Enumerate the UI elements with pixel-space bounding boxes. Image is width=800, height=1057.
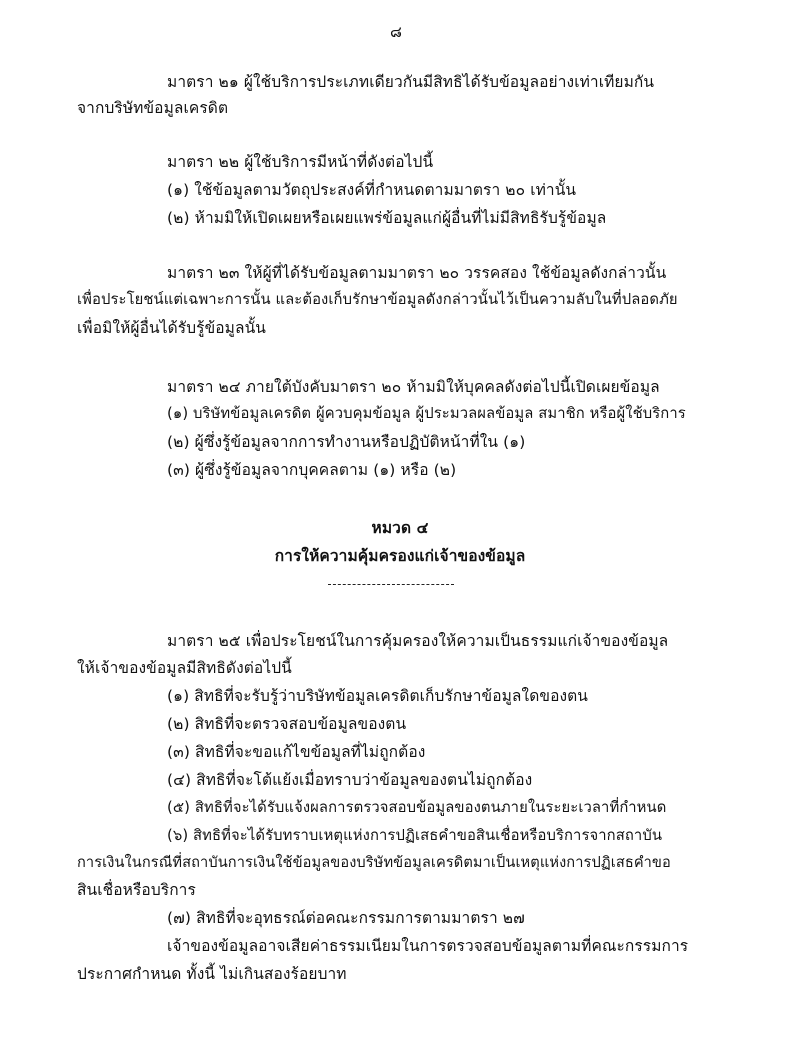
section-25-item-6-line-3: สินเชื่อหรือบริการ: [77, 881, 196, 899]
section-23-line-2: เพื่อประโยชน์แต่เฉพาะการนั้น และต้องเก็บรักษาข้อมูลดังกล่าวนั้นไว้เป็นความลับในที่ปลอดภัย: [77, 291, 678, 308]
section-22-item-1: (๑) ใช้ข้อมูลตามวัตถุประสงค์ที่กำหนดตามมาตรา ๒๐ เท่านั้น: [167, 181, 577, 199]
section-24-line-1: มาตรา ๒๔ ภายใต้บังคับมาตรา ๒๐ ห้ามมิให้บุคคลดังต่อไปนี้เปิดเผยข้อมูล: [167, 378, 660, 396]
section-25-item-6-line-1: (๖) สิทธิที่จะได้รับทราบเหตุแห่งการปฏิเสธคำขอสินเชื่อหรือบริการจากสถาบัน: [167, 827, 663, 844]
section-25-fee-line-1: เจ้าของข้อมูลอาจเสียค่าธรรมเนียมในการตรวจสอบข้อมูลตามที่คณะกรรมการ: [167, 937, 689, 955]
section-25-line-2: ให้เจ้าของข้อมูลมีสิทธิดังต่อไปนี้: [77, 659, 292, 677]
section-25-line-1: มาตรา ๒๕ เพื่อประโยชน์ในการคุ้มครองให้ความเป็นธรรมแก่เจ้าของข้อมูล: [167, 632, 669, 650]
section-21-line-2: จากบริษัทข้อมูลเครดิต: [77, 99, 229, 117]
section-25-item-7: (๗) สิทธิที่จะอุทธรณ์ต่อคณะกรรมการตามมาตรา ๒๗: [167, 909, 525, 927]
section-22-line-1: มาตรา ๒๒ ผู้ใช้บริการมีหน้าที่ดังต่อไปนี้: [167, 153, 434, 171]
section-25-fee-line-2: ประกาศกำหนด ทั้งนี้ ไม่เกินสองร้อยบาท: [77, 965, 347, 983]
chapter-number: หมวด ๔: [371, 519, 429, 537]
section-25-item-4: (๔) สิทธิที่จะโต้แย้งเมื่อทราบว่าข้อมูลของตนไม่ถูกต้อง: [167, 771, 533, 789]
section-24-item-3: (๓) ผู้ซึ่งรู้ข้อมูลจากบุคคลตาม (๑) หรือ (๒): [167, 461, 457, 479]
page-number: ๘: [390, 23, 403, 41]
section-25-item-3: (๓) สิทธิที่จะขอแก้ไขข้อมูลที่ไม่ถูกต้อง: [167, 743, 426, 761]
chapter-title: การให้ความคุ้มครองแก่เจ้าของข้อมูล: [274, 547, 526, 565]
section-25-item-1: (๑) สิทธิที่จะรับรู้ว่าบริษัทข้อมูลเครดิตเก็บรักษาข้อมูลใดของตน: [167, 687, 589, 705]
section-24-item-2: (๒) ผู้ซึ่งรู้ข้อมูลจากการทำงานหรือปฏิบัติหน้าที่ใน (๑): [167, 433, 526, 451]
section-21-line-1: มาตรา ๒๑ ผู้ใช้บริการประเภทเดียวกันมีสิทธิได้รับข้อมูลอย่างเท่าเทียมกัน: [167, 73, 655, 91]
chapter-divider: [328, 584, 454, 585]
section-25-item-5: (๕) สิทธิที่จะได้รับแจ้งผลการตรวจสอบข้อมูลของตนภายในระยะเวลาที่กำหนด: [167, 799, 667, 816]
section-25-item-2: (๒) สิทธิที่จะตรวจสอบข้อมูลของตน: [167, 715, 407, 733]
section-23-line-1: มาตรา ๒๓ ให้ผู้ที่ได้รับข้อมูลตามมาตรา ๒๐ วรรคสอง ใช้ข้อมูลดังกล่าวนั้น: [167, 264, 667, 282]
section-25-item-6-line-2: การเงินในกรณีที่สถาบันการเงินใช้ข้อมูลของบริษัทข้อมูลเครดิตมาเป็นเหตุแห่งการปฏิเสธคำขอ: [77, 854, 671, 871]
section-22-item-2: (๒) ห้ามมิให้เปิดเผยหรือเผยแพร่ข้อมูลแก่ผู้อื่นที่ไม่มีสิทธิรับรู้ข้อมูล: [167, 209, 607, 227]
section-23-line-3: เพื่อมิให้ผู้อื่นได้รับรู้ข้อมูลนั้น: [77, 319, 266, 337]
section-24-item-1: (๑) บริษัทข้อมูลเครดิต ผู้ควบคุมข้อมูล ผู้ประมวลผลข้อมูล สมาชิก หรือผู้ใช้บริการ: [167, 405, 686, 422]
